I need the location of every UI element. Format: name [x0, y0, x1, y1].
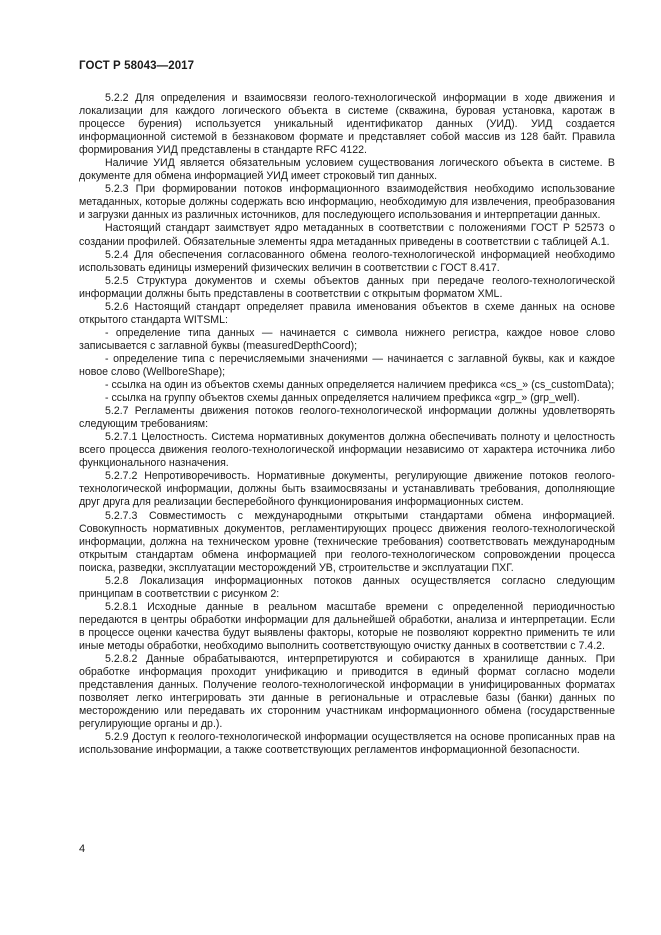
paragraph: Настоящий стандарт заимствует ядро метаданных в соответствии с положениями ГОСТ Р 52573 о создании профилей. Обязательные элементы ядра метаданных приведены в соответствии с таблицей А.1. — [79, 222, 615, 248]
list-item: - определение типа данных — начинается с символа нижнего регистра, каждое новое слово записывается с заглавной буквы (measuredDepthCoord); — [79, 326, 615, 352]
paragraph: 5.2.7.3 Совместимость с международными открытыми стандартами обмена информацией. Совокупность нормативных документов, регламентирующих процесс движения геолого-технологической информации, должна на техническом уровне (технические требования) соответствовать международным открытым стандартам обмена информацией при геолого-технологическом сопровождении процесса поиска, разведки, эксплуатации месторождений УВ, строительстве и эксплуатации ПХГ. — [79, 509, 615, 574]
paragraph: 5.2.7.2 Непротиворечивость. Нормативные документы, регулирующие движение потоков геолого-технологической информации, должны быть взаимосвязаны и устанавливать требования, дополняющие друг друга для реализации бесперебойного функционирования информационных систем. — [79, 470, 615, 509]
page-number: 4 — [79, 843, 86, 855]
paragraph: 5.2.4 Для обеспечения согласованного обмена геолого-технологической информацией необходимо использовать единицы измерений физических величин в соответствии с ГОСТ 8.417. — [79, 248, 615, 274]
paragraph: 5.2.3 При формировании потоков информационного взаимодействия необходимо использование метаданных, которые должны содержать всю информацию, необходимую для извлечения, преобразования и загрузки данных из различных источников, для последующего использования и интерпретации данных. — [79, 183, 615, 222]
paragraph: 5.2.5 Структура документов и схемы объектов данных при передаче геолого-технологической информации должны быть представлены в соответствии с открытым форматом XML. — [79, 274, 615, 300]
paragraph: 5.2.8 Локализация информационных потоков данных осуществляется согласно следующим принципам в соответствии с рисунком 2: — [79, 574, 615, 600]
paragraph: 5.2.7.1 Целостность. Система нормативных документов должна обеспечивать полноту и целостность всего процесса движения геолого-технологической информации независимо от характера источника либо функционального назначения. — [79, 431, 615, 470]
paragraph: 5.2.9 Доступ к геолого-технологической информации осуществляется на основе прописанных прав на использование информации, а также соответствующих регламентов информационной безопасности. — [79, 731, 615, 757]
paragraph: 5.2.2 Для определения и взаимосвязи геолого-технологической информации в ходе движения и локализации для каждого логического объекта в системе (скважина, буровая установка, каротаж в процессе бурения) используется уникальный идентификатор данных (УИД). УИД создается информационной системой в беззнаковом формате и представляет собой массив из 128 байт. Правила формирования УИД представлены в стандарте RFC 4122. — [79, 92, 615, 157]
document-body — [79, 92, 615, 757]
list-item: - ссылка на группу объектов схемы данных определяется наличием префикса «grp_» (grp_well). — [105, 392, 580, 405]
paragraph: 5.2.6 Настоящий стандарт определяет правила именования объектов в схеме данных на основе открытого стандарта WITSML: — [79, 300, 615, 326]
list-item: - ссылка на один из объектов схемы данных определяется наличием префикса «cs_» (cs_customData); — [105, 379, 615, 392]
paragraph: 5.2.7 Регламенты движения потоков геолого-технологической информации должны удовлетворять следующим требованиям: — [79, 405, 615, 431]
document-header: ГОСТ Р 58043—2017 — [79, 60, 195, 72]
paragraph: 5.2.8.1 Исходные данные в реальном масштабе времени с определенной периодичностью передаются в центры обработки информации для дальнейшей обработки, анализа и интерпретации. Если в процессе оценки качества будут выявлены факторы, которые не позволяют корректно применить те или иные методы обработки, необходимо выполнить соответствующую очистку данных в соответствии с 7.4.2. — [79, 600, 615, 652]
paragraph: Наличие УИД является обязательным условием существования логического объекта в системе. В документе для обмена информацией УИД имеет строковый тип данных. — [79, 157, 615, 183]
paragraph: 5.2.8.2 Данные обрабатываются, интерпретируются и собираются в хранилище данных. При обработке информация проходит унификацию и приводится в единый формат согласно модели представления данных. Получение геолого-технологической информации в унифицированных форматах позволяет легко интегрировать эти данные в региональные и отраслевые базы (банки) данных по месторождению или передавать их сторонним участникам информационного обмена (государственные регулирующие органы и др.). — [79, 653, 615, 731]
list-item: - определение типа с перечисляемыми значениями — начинается с заглавной буквы, как и каждое новое слово (WellboreShape); — [79, 352, 615, 378]
